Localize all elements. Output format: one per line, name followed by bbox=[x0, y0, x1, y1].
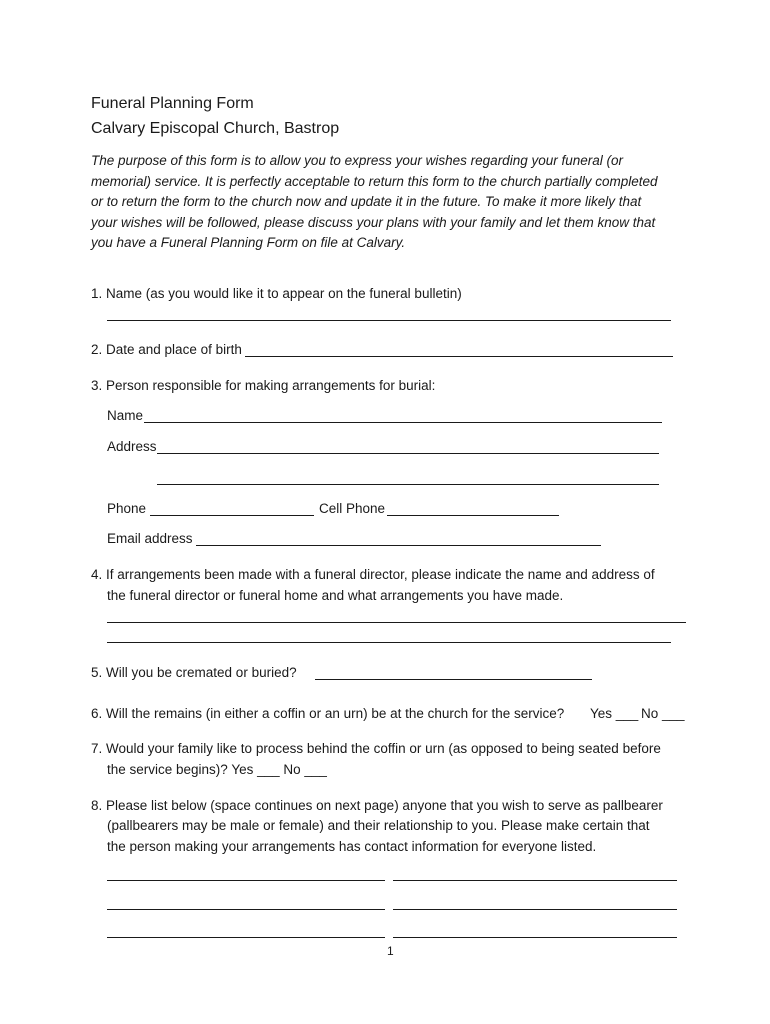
q4-field-2[interactable] bbox=[107, 642, 671, 643]
q8-label-cont: (pallbearers may be male or female) and their relationship to you. Please make certain that bbox=[107, 818, 650, 833]
q6-yes-option[interactable]: Yes ___ bbox=[590, 706, 639, 721]
intro-line: The purpose of this form is to allow you to express your wishes regarding your funeral (or bbox=[91, 153, 623, 168]
q7-label-cont[interactable]: the service begins)? Yes ___ No ___ bbox=[107, 762, 327, 777]
pallbearer-name-field[interactable] bbox=[107, 880, 385, 881]
q3-address-field-2[interactable] bbox=[157, 484, 659, 485]
q4-field[interactable] bbox=[107, 622, 686, 623]
page-number: 1 bbox=[387, 944, 394, 958]
q5-label: 5. Will you be cremated or buried? bbox=[91, 665, 297, 680]
q2-birth-field[interactable] bbox=[245, 356, 673, 357]
intro-paragraph bbox=[91, 151, 691, 254]
q6-label: 6. Will the remains (in either a coffin or an urn) be at the church for the service? bbox=[91, 706, 565, 721]
q3-phone-field[interactable] bbox=[150, 515, 314, 516]
q6-no-option[interactable]: No ___ bbox=[641, 706, 685, 721]
pallbearer-relationship-field[interactable] bbox=[393, 937, 677, 938]
q3-phone-label: Phone bbox=[107, 501, 147, 516]
pallbearer-relationship-field[interactable] bbox=[393, 880, 677, 881]
q2-label: 2. Date and place of birth bbox=[91, 342, 242, 357]
q3-email-label: Email address bbox=[107, 531, 193, 546]
q3-cell-label: Cell Phone bbox=[319, 501, 386, 516]
q4-label-cont: the funeral director or funeral home and what arrangements you have made. bbox=[107, 588, 564, 603]
church-name: Calvary Episcopal Church, Bastrop bbox=[91, 120, 340, 137]
q3-cell-field[interactable] bbox=[387, 515, 559, 516]
q8-label-cont-2: the person making your arrangements has contact information for everyone listed. bbox=[107, 839, 597, 854]
q3-email-field[interactable] bbox=[196, 545, 601, 546]
pallbearer-name-field[interactable] bbox=[107, 937, 385, 938]
q3-name-label: Name bbox=[107, 408, 144, 423]
q1-name-field[interactable] bbox=[107, 320, 671, 321]
q7-label: 7. Would your family like to process behind the coffin or urn (as opposed to being seated before bbox=[91, 741, 661, 756]
pallbearer-relationship-field[interactable] bbox=[393, 909, 677, 910]
pallbearer-name-field[interactable] bbox=[107, 909, 385, 910]
q1-label: 1. Name (as you would like it to appear on the funeral bulletin) bbox=[91, 286, 462, 301]
intro-line: or to return the form to the church now and update it in the future. To make it more likely that bbox=[91, 194, 642, 209]
q4-label: 4. If arrangements been made with a funeral director, please indicate the name and address of bbox=[91, 567, 655, 582]
intro-line: you have a Funeral Planning Form on file at Calvary. bbox=[91, 235, 406, 250]
form-title: Funeral Planning Form bbox=[91, 95, 254, 112]
q3-address-label: Address bbox=[107, 439, 157, 454]
q3-name-field[interactable] bbox=[144, 422, 662, 423]
q3-address-field[interactable] bbox=[157, 453, 659, 454]
q5-field[interactable] bbox=[315, 679, 592, 680]
q3-label: 3. Person responsible for making arrangements for burial: bbox=[91, 378, 436, 393]
intro-line: memorial) service. It is perfectly acceptable to return this form to the church partially completed bbox=[91, 173, 658, 189]
q8-label: 8. Please list below (space continues on next page) anyone that you wish to serve as pallbearer bbox=[91, 798, 663, 813]
intro-line: your wishes will be followed, please discuss your plans with your family and let them know that bbox=[91, 214, 656, 230]
